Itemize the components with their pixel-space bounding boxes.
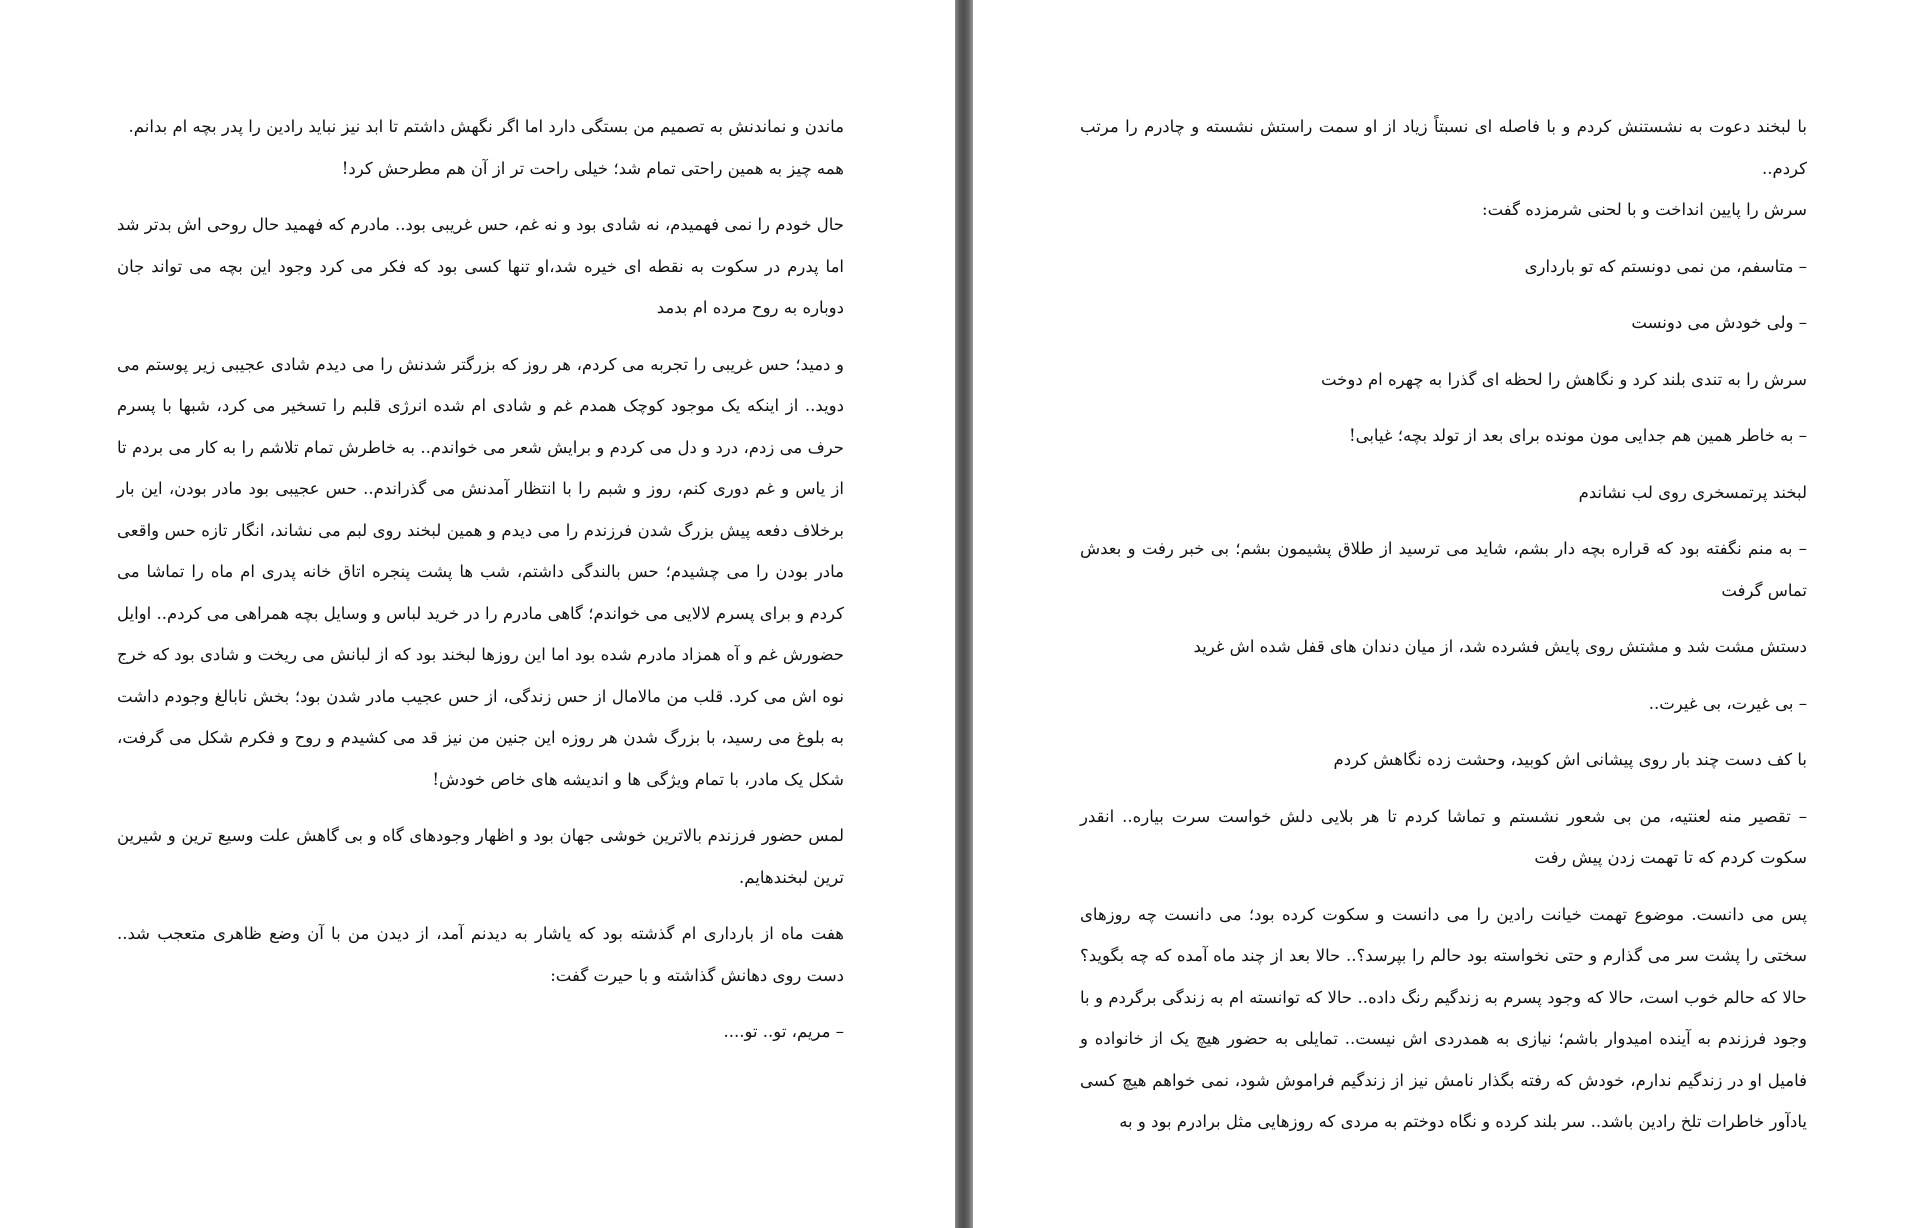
left-page-text — [117, 106, 844, 1068]
paragraph: سرش را پایین انداخت و با لحنی شرمزده گفت: — [1482, 200, 1807, 219]
paragraph: – به خاطر همین هم جدایی مون مونده برای بعد از تولد بچه؛ غیابی! — [1348, 426, 1807, 445]
paragraph: – ولی خودش می دونست — [1631, 313, 1807, 332]
paragraph: پس می دانست. موضوع تهمت خیانت رادین را می دانست و سکوت کرده بود؛ می دانست چه روزهای سختی را پشت سر می گذارم و حتی نخواسته بود حالم را بپرسد؟.. حالا بعد از چند ماه آمده که چه بگوید؟ حالا که حالم خوب است، حالا که وجود پسرم به زندگیم رنگ داده.. حالا که توانسته ام به زندگی برگردم و با وجود فرزندم به آینده امیدوار باشم؛ نیازی به همدردی اش نیست.. تمایلی به حضور هیچ یک از خانواده و فامیل او در زندگیم ندارم، خودش که رفته بگذار نامش نیز از زندگیم فراموش شود، نمی خواهم هیچ کسی یادآور خاطرات تلخ رادین باشد.. سر بلند کرده و نگاه دوختم به مردی که روزهایی مثل برادرم بود و به — [1080, 904, 1807, 1131]
paragraph: با کف دست چند بار روی پیشانی اش کوبید، وحشت زده نگاهش کردم — [1333, 750, 1807, 769]
paragraph: دستش مشت شد و مشتش روی پایش فشرده شد، از میان دندان های قفل شده اش غرید — [1193, 637, 1807, 656]
paragraph: – تقصیر منه لعنتیه، من بی شعور نشستم و تماشا کردم تا هر بلایی دلش خواست سرت بیاره.. انقدر سکوت کردم که تا تهمت زدن پیش رفت — [1080, 806, 1807, 867]
paragraph: با لبخند دعوت به نشستنش کردم و با فاصله ای نسبتاً زیاد از او سمت راستش نشسته و چادرم را مرتب کردم.. — [1080, 117, 1807, 178]
paragraph: همه چیز به همین راحتی تمام شد؛ خیلی راحت تر از آن هم مطرحش کرد! — [341, 158, 844, 178]
paragraph: ماندن و نماندنش به تصمیم من بستگی دارد اما اگر نگهش داشتم تا ابد نیز نباید رادین را پدر بچه ام بدانم. — [128, 117, 844, 136]
paragraph: – بی غیرت، بی غیرت.. — [1648, 693, 1807, 713]
right-page-text — [1080, 106, 1807, 1158]
paragraph: – به منم نگفته بود که قراره بچه دار بشم، شاید می ترسید از طلاق پشیمون بشم؛ بی خبر رفت و بعدش تماس گرفت — [1080, 539, 1807, 600]
paragraph: هفت ماه از بارداری ام گذشته بود که یاشار به دیدنم آمد، از دیدن من با آن وضع ظاهری متعجب شد.. دست روی دهانش گذاشته و با حیرت گفت: — [117, 924, 844, 985]
paragraph: لمس حضور فرزندم بالاترین خوشی جهان بود و اظهار وجودهای گاه و بی گاهش علت وسیع ترین و شیرین ترین لبخندهایم. — [117, 826, 844, 887]
paragraph: سرش را به تندی بلند کرد و نگاهش را لحظه ای گذرا به چهره ام دوخت — [1320, 369, 1807, 389]
paragraph: – متاسفم، من نمی دونستم که تو بارداری — [1524, 256, 1807, 276]
right-page — [973, 0, 1912, 1228]
left-page — [0, 0, 955, 1228]
paragraph: – مریم، تو.. تو.... — [723, 1022, 844, 1041]
paragraph: لبخند پرتمسخری روی لب نشاندم — [1578, 482, 1807, 502]
paragraph: حال خودم را نمی فهمیدم، نه شادی بود و نه غم، حس غریبی بود.. مادرم که فهمید حال روحی اش بدتر شد اما پدرم در سکوت به نقطه ای خیره شد،او تنها کسی بود که فکر می کرد وجود این بچه می تواند جان دوباره به روح مرده ام بدمد — [117, 215, 844, 317]
paragraph: و دمید؛ حس غریبی را تجربه می کردم، هر روز که بزرگتر شدنش را می دیدم شادی عجیبی زیر پوستم می دوید.. از اینکه یک موجود کوچک همدم غم و شادی ام شده انرژی قلبم را تسخیر می کرد، شبها با پسرم حرف می زدم، درد و دل می کردم و برایش شعر می خواندم.. به خاطرش تمام تلاشم را به کار می بردم تا از یاس و غم دوری کنم، روز و شبم را با انتظار آمدنش می گذراندم.. حس عجیبی بود مادر بودن، این بار برخلاف دفعه پیش بزرگ شدن فرزندم را می دیدم و همین لبخند روی لبم می نشاند، انگار تازه حس واقعی مادر بودن را می چشیدم؛ حس بالندگی داشتم، شب ها پشت پنجره اتاق خانه پدری ام ماه را تماشا می کردم و برای پسرم لالایی می خواندم؛ گاهی مادرم را در خرید لباس و وسایل بچه همراهی می کردم.. اوایل حضورش غم و آه همزاد مادرم شده بود اما این روزها لبخند بود که از لبانش می ریخت و شادی بود که خرج نوه اش می کرد. قلب من مالامال از حس زندگی، از حس عجیب مادر شدن بود؛ بخش نابالغ وجودم داشت به بلوغ می رسید، با بزرگ شدن هر روزه این جنین من نیز قد می کشیدم و روح و فکرم شکل می گرفت، شکل یک مادر، با تمام ویژگی ها و اندیشه های خاص خودش! — [117, 354, 844, 789]
page-gutter — [955, 0, 973, 1228]
